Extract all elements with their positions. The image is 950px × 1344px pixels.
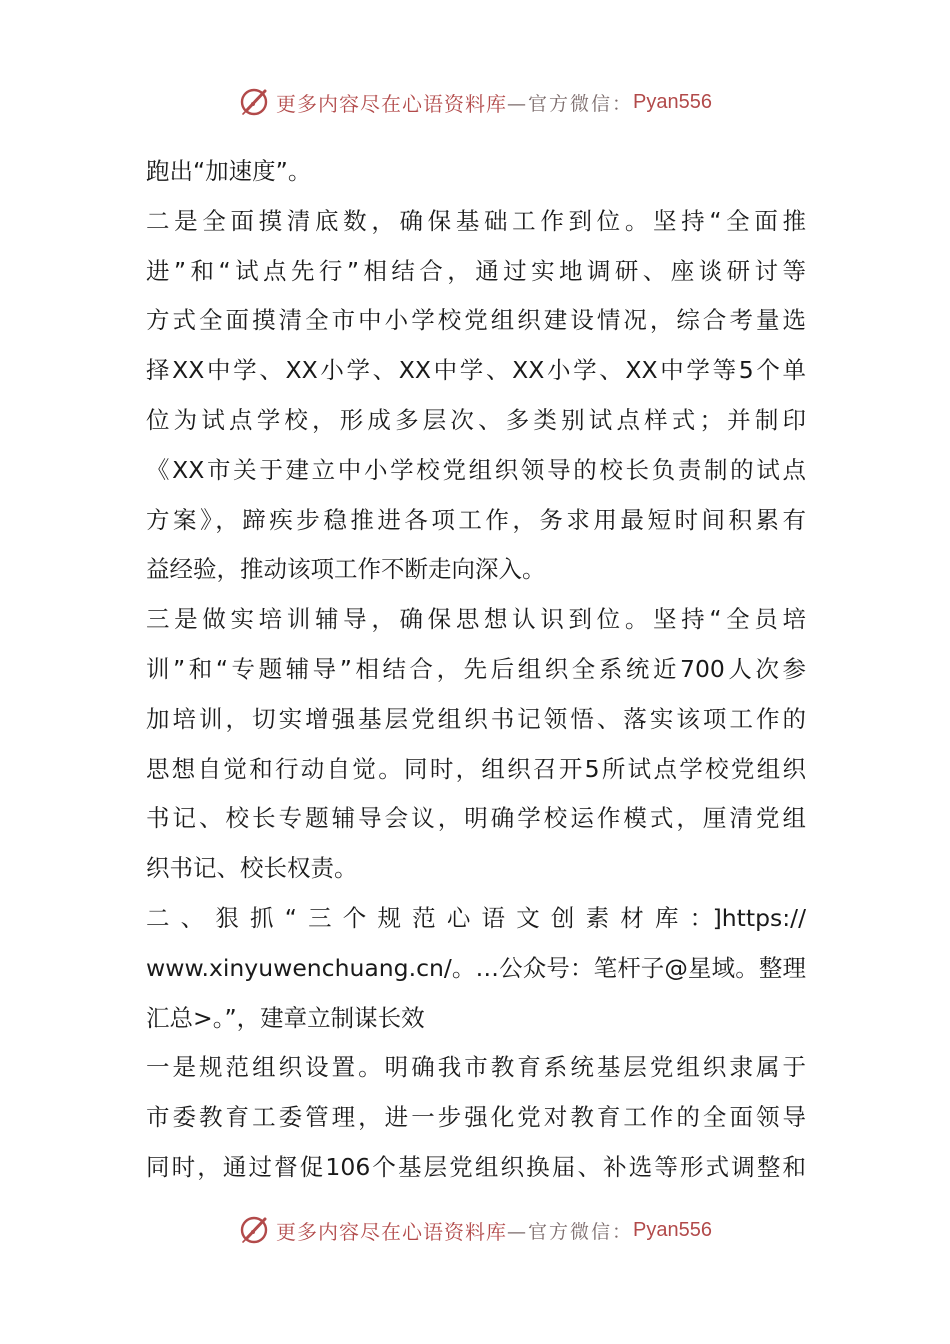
- banner-wechat-id: Pyan556: [633, 90, 712, 113]
- text-line: 进”和“试点先行”相结合，通过实地调研、座谈研讨等: [146, 256, 806, 285]
- text-line: 书记、校长专题辅导会议，明确学校运作模式，厘清党组: [146, 804, 806, 833]
- text-line: 方案》，蹄疾步稳推进各项工作，务求用最短时间积累有: [146, 505, 806, 534]
- document-body: [146, 147, 806, 1193]
- text-line: www.xinyuwenchuang.cn/。…公众号：笔杆子@星域。整理: [146, 953, 806, 982]
- pen-logo-icon: [238, 1213, 272, 1247]
- text-line: 训”和“专题辅导”相结合，先后组织全系统近700人次参: [146, 654, 806, 683]
- text-line: 织书记、校长权责。: [146, 854, 358, 883]
- banner-main-text: 更多内容尽在心语资料库: [276, 91, 507, 116]
- pen-logo-icon: [238, 85, 272, 119]
- text-line: 汇总>。”，建章立制谋长效: [146, 1003, 425, 1032]
- banner-sub-text: —官方微信：: [507, 92, 634, 115]
- text-line: 一是规范组织设置。明确我市教育系统基层党组织隶属于: [146, 1053, 806, 1082]
- text-line: 加培训，切实增强基层党组织书记领悟、落实该项工作的: [146, 704, 806, 733]
- text-line: 择XX中学、XX小学、XX中学、XX小学、XX中学等5个单: [146, 356, 806, 385]
- text-line: 益经验，推动该项工作不断走向深入。: [146, 555, 546, 584]
- text-line: 同时，通过督促106个基层党组织换届、补选等形式调整和: [146, 1152, 806, 1181]
- text-line: 市委教育工委管理，进一步强化党对教育工作的全面领导: [146, 1103, 806, 1132]
- banner-wechat-id: Pyan556: [633, 1218, 712, 1241]
- text-line: 跑出“加速度”。: [146, 157, 312, 185]
- text-line: 二是全面摸清底数，确保基础工作到位。坚持“全面推: [146, 206, 806, 235]
- text-line: 方式全面摸清全市中小学校党组织建设情况，综合考量选: [146, 306, 806, 335]
- footer-banner: [0, 1210, 950, 1250]
- text-line: 思想自觉和行动自觉。同时，组织召开5所试点学校党组织: [146, 754, 806, 783]
- text-line: 二、狠抓“三个规范心语文创素材库：]https://: [146, 903, 806, 932]
- text-line: 位为试点学校，形成多层次、多类别试点样式；并制印: [146, 405, 806, 434]
- text-line: 《XX市关于建立中小学校党组织领导的校长负责制的试点: [146, 455, 806, 484]
- text-line: 三是做实培训辅导，确保思想认识到位。坚持“全员培: [146, 605, 806, 634]
- header-banner: [0, 82, 950, 122]
- banner-main-text: 更多内容尽在心语资料库: [276, 1219, 507, 1244]
- banner-sub-text: —官方微信：: [507, 1220, 634, 1243]
